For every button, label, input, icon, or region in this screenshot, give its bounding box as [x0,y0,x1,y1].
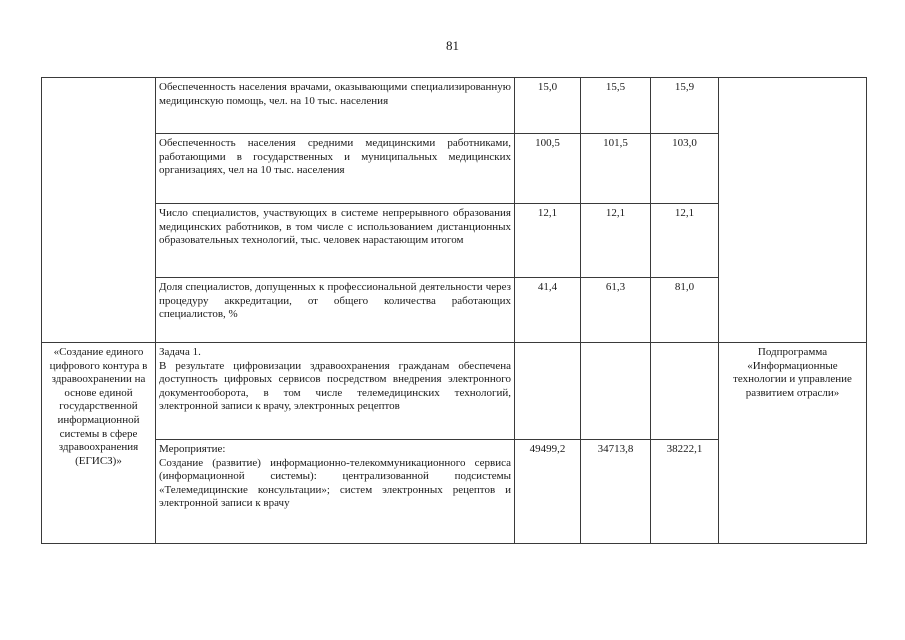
program-table [41,77,867,544]
empty-cell [42,78,156,343]
value-cell: 61,3 [581,278,651,343]
indicator-cell: Обеспеченность населения врачами, оказывающими специализированную медицинскую помощь, чел. на 10 тыс. населения [156,78,515,134]
value-cell: 103,0 [651,134,719,204]
measure-label: Мероприятие: [159,443,226,455]
task-text: В результате цифровизации здравоохранения гражданам обеспечена доступность цифровых сервисов посредством внедрения электронного документооборота, в том числе телемедицинских технологий, электронной записи к врачу, электронных рецептов [159,359,511,413]
indicator-cell: Число специалистов, участвующих в системе непрерывного образования медицинских работников, в том числе с использованием дистанционных образовательных технологий, тыс. человек нарастающим итогом [156,204,515,278]
value-cell: 12,1 [515,204,581,278]
table-row [42,343,867,440]
value-cell: 34713,8 [581,440,651,544]
empty-cell [581,343,651,440]
value-cell: 101,5 [581,134,651,204]
indicator-cell: Обеспеченность населения средними медицинскими работниками, работающими в государственных и муниципальных медицинских организациях, чел на 10 тыс. населения [156,134,515,204]
value-cell: 12,1 [651,204,719,278]
page-number: 81 [446,38,459,53]
value-cell: 100,5 [515,134,581,204]
empty-cell [651,343,719,440]
value-cell: 41,4 [515,278,581,343]
task-title: Задача 1. [159,346,201,358]
value-cell: 15,9 [651,78,719,134]
value-cell: 49499,2 [515,440,581,544]
subprogram-cell: Подпрограмма «Информационные технологии и управление развитием отрасли» [719,343,867,544]
project-name-cell: «Создание единого цифрового контура в здравоохранении на основе единой государственной информационной системы в сфере здравоохранения (ЕГИСЗ)» [42,343,156,544]
value-cell: 81,0 [651,278,719,343]
empty-cell [719,78,867,343]
value-cell: 15,0 [515,78,581,134]
empty-cell [515,343,581,440]
table-row [42,78,867,134]
value-cell: 38222,1 [651,440,719,544]
value-cell: 12,1 [581,204,651,278]
measure-cell [156,440,515,544]
value-cell: 15,5 [581,78,651,134]
indicator-cell: Доля специалистов, допущенных к профессиональной деятельности через процедуру аккредитации, от общего количества работающих специалистов, % [156,278,515,343]
measure-text: Создание (развитие) информационно-телекоммуникационного сервиса (информационной системы): централизованной подсистемы «Телемедицинские консультации»; систем электронных рецептов и электронной записи к врачу [159,456,511,510]
task-cell [156,343,515,440]
